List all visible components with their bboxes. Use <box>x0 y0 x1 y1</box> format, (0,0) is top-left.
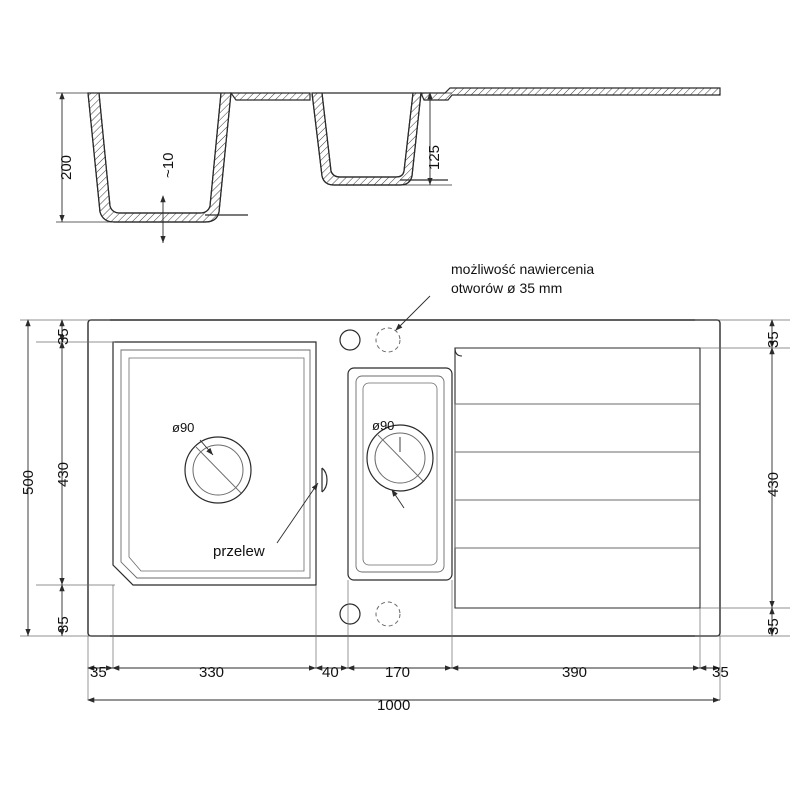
dimension-left-margin: 35 <box>90 664 107 681</box>
dimension-right-bottom-margin: 35 <box>765 618 782 635</box>
dimension-small-bowl-width: 170 <box>385 664 411 681</box>
plan-view-group <box>20 296 790 700</box>
label-overflow: przelew <box>213 543 265 560</box>
dimension-gap-width: 40 <box>322 664 339 681</box>
label-drain-diameter-right: ø90 <box>372 418 395 433</box>
section-view-group <box>56 88 720 243</box>
dimension-depth-small-bowl: 125 <box>426 144 443 170</box>
note-drill-holes-line2: otworów ø 35 mm <box>451 280 563 296</box>
dimension-left-bowl-height: 430 <box>55 461 72 487</box>
dimension-right-margin: 35 <box>712 664 729 681</box>
dimension-left-top-margin: 35 <box>55 328 72 345</box>
dimension-right-top-margin: 35 <box>765 331 782 348</box>
dimension-depth-main-bowl: 200 <box>58 154 75 180</box>
dimension-drainer-width: 390 <box>562 664 588 681</box>
note-drill-holes-line1: możliwość nawiercenia <box>451 261 595 277</box>
dimension-left-bottom-margin: 35 <box>55 616 72 633</box>
dimension-wall-thickness: ~10 <box>160 152 177 178</box>
dimension-total-height: 500 <box>20 469 37 495</box>
dimension-total-width: 1000 <box>377 697 411 714</box>
dimension-main-bowl-width: 330 <box>199 664 225 681</box>
dimension-right-bowl-height: 430 <box>765 471 782 497</box>
label-drain-diameter-left: ø90 <box>172 420 195 435</box>
